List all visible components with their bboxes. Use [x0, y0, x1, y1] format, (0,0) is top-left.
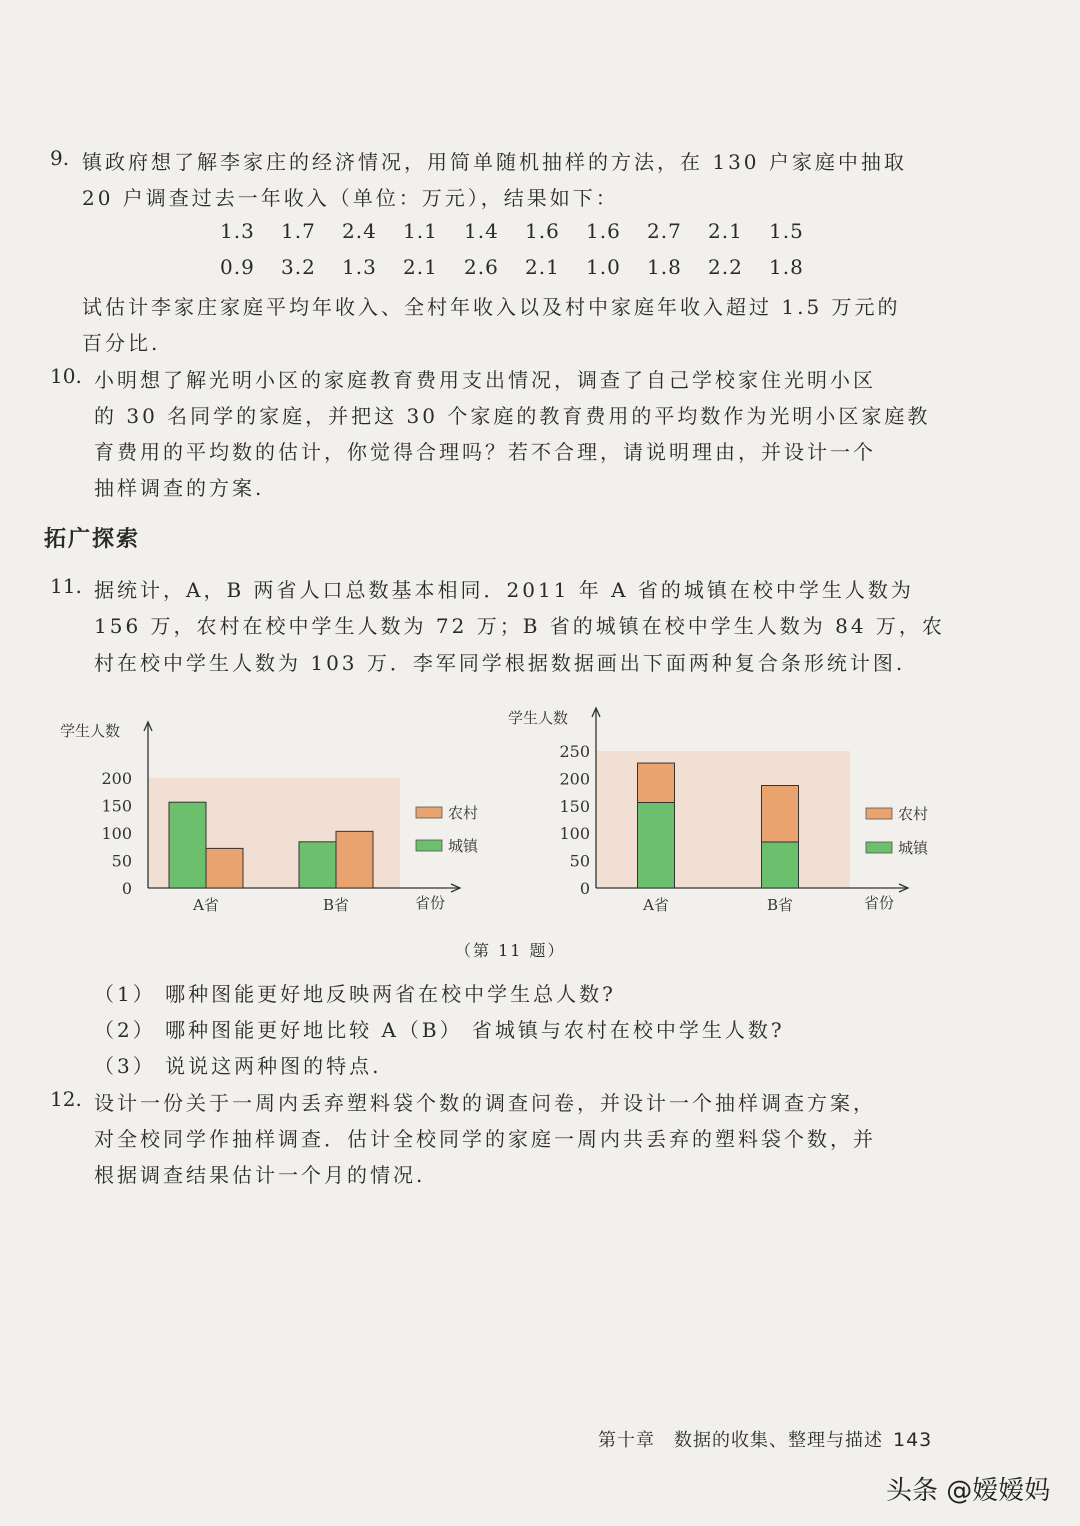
watermark: 头条 @嫒嫒妈	[886, 1476, 1051, 1506]
question-12-line-3: 根据调查结果估计一个月的情况.	[94, 1163, 426, 1187]
section-heading: 拓广探索	[44, 527, 141, 552]
chapter-title: 第十章 数据的收集、整理与描述	[598, 1430, 883, 1451]
bar-城镇	[638, 803, 675, 888]
y-tick-label: 150	[101, 796, 132, 816]
bar-城镇	[762, 842, 799, 888]
plot-background	[596, 751, 850, 888]
question-11-sub-3: （3） 说说这两种图的特点.	[94, 1054, 382, 1078]
question-11-line-1: 据统计，A，B 两省人口总数基本相同．2011 年 A 省的城镇在校中学生人数为	[94, 578, 914, 602]
bar-农村	[336, 831, 373, 888]
legend-label: 城镇	[448, 837, 479, 855]
data-value: 2.2	[708, 255, 743, 279]
data-value: 1.8	[769, 255, 804, 279]
question-10-number: 10.	[50, 364, 82, 388]
y-tick-label: 250	[559, 742, 590, 761]
question-12-line-2: 对全校同学作抽样调查．估计全校同学的家庭一周内共丢弃的塑料袋个数，并	[94, 1127, 876, 1151]
y-tick-label: 100	[101, 824, 132, 843]
question-11-sub-2: （2） 哪种图能更好地比较 A（B） 省城镇与农村在校中学生人数?	[94, 1018, 785, 1042]
question-9-line-3: 试估计李家庄家庭平均年收入、全村年收入以及村中家庭年收入超过 1.5 万元的	[82, 295, 901, 319]
legend-label: 农村	[448, 804, 479, 822]
data-value: 1.8	[647, 255, 682, 279]
legend-swatch	[416, 840, 442, 851]
question-10-line-4: 抽样调查的方案.	[94, 476, 265, 500]
x-tick-label: B省	[322, 896, 350, 914]
page-number: 143	[893, 1429, 933, 1451]
question-11-sub-1: （1） 哪种图能更好地反映两省在校中学生总人数?	[94, 982, 616, 1006]
data-value: 2.1	[708, 219, 743, 243]
question-12-line-1: 设计一份关于一周内丢弃塑料袋个数的调查问卷，并设计一个抽样调查方案，	[94, 1091, 876, 1115]
legend-swatch	[866, 842, 892, 853]
legend-swatch	[416, 807, 442, 818]
y-tick-label: 150	[559, 796, 590, 816]
question-11-line-2: 156 万，农村在校中学生人数为 72 万；B 省的城镇在校中学生人数为 84 万，农	[94, 614, 945, 638]
question-9-line-1: 镇政府想了解李家庄的经济情况，用简单随机抽样的方法，在 130 户家庭中抽取	[82, 150, 907, 174]
legend-swatch	[866, 808, 892, 819]
bar-城镇	[169, 802, 206, 888]
data-value: 2.7	[647, 219, 682, 243]
x-axis-label: 省份	[415, 894, 446, 912]
y-tick-label: 100	[559, 824, 590, 844]
bar-农村	[638, 763, 675, 802]
data-value: 1.0	[586, 255, 621, 279]
bar-城镇	[299, 842, 336, 888]
data-value: 2.1	[525, 255, 560, 279]
y-tick-label: 50	[569, 851, 590, 871]
question-10-line-1: 小明想了解光明小区的家庭教育费用支出情况，调查了自己学校家住光明小区	[94, 368, 876, 392]
x-tick-label: A省	[193, 896, 219, 914]
figure-caption: （第 11 题）	[455, 941, 566, 960]
question-11-line-3: 村在校中学生人数为 103 万．李军同学根据数据画出下面两种复合条形统计图.	[94, 651, 906, 675]
data-value: 1.6	[586, 219, 621, 243]
data-value: 1.1	[403, 219, 438, 243]
y-axis-label: 学生人数	[508, 709, 569, 727]
y-axis-label: 学生人数	[60, 722, 121, 740]
data-value: 2.1	[403, 255, 438, 279]
data-value: 1.5	[769, 219, 804, 243]
question-9-line-2: 20 户调查过去一年收入（单位：万元），结果如下：	[82, 186, 619, 210]
question-10-line-2: 的 30 名同学的家庭，并把这 30 个家庭的教育费用的平均数作为光明小区家庭教	[94, 404, 931, 428]
bar-农村	[762, 786, 799, 842]
question-12-number: 12.	[50, 1087, 82, 1111]
data-value: 1.7	[281, 219, 316, 243]
data-value: 1.3	[342, 255, 377, 279]
y-tick-label: 50	[111, 851, 132, 871]
data-value: 1.3	[220, 219, 255, 243]
data-value: 1.4	[464, 219, 499, 243]
y-tick-label: 0	[121, 879, 132, 898]
x-axis-label: 省份	[864, 894, 895, 912]
data-value: 2.6	[464, 255, 499, 279]
y-tick-label: 0	[579, 879, 590, 898]
question-9-line-4: 百分比.	[82, 331, 161, 355]
page-footer	[598, 1426, 932, 1452]
question-10-line-3: 育费用的平均数的估计，你觉得合理吗？若不合理，请说明理由，并设计一个	[94, 440, 876, 464]
data-value: 2.4	[342, 219, 377, 243]
question-9-number: 9.	[50, 146, 70, 170]
data-value: 1.6	[525, 219, 560, 243]
x-tick-label: A省	[643, 896, 669, 914]
y-tick-label: 200	[101, 769, 132, 788]
question-11-number: 11.	[50, 574, 82, 598]
bar-农村	[206, 848, 243, 888]
legend-label: 农村	[898, 805, 929, 823]
data-value: 3.2	[281, 255, 316, 279]
y-tick-label: 200	[559, 769, 590, 789]
x-tick-label: B省	[766, 896, 794, 914]
legend-label: 城镇	[898, 839, 929, 857]
data-value: 0.9	[220, 255, 255, 279]
